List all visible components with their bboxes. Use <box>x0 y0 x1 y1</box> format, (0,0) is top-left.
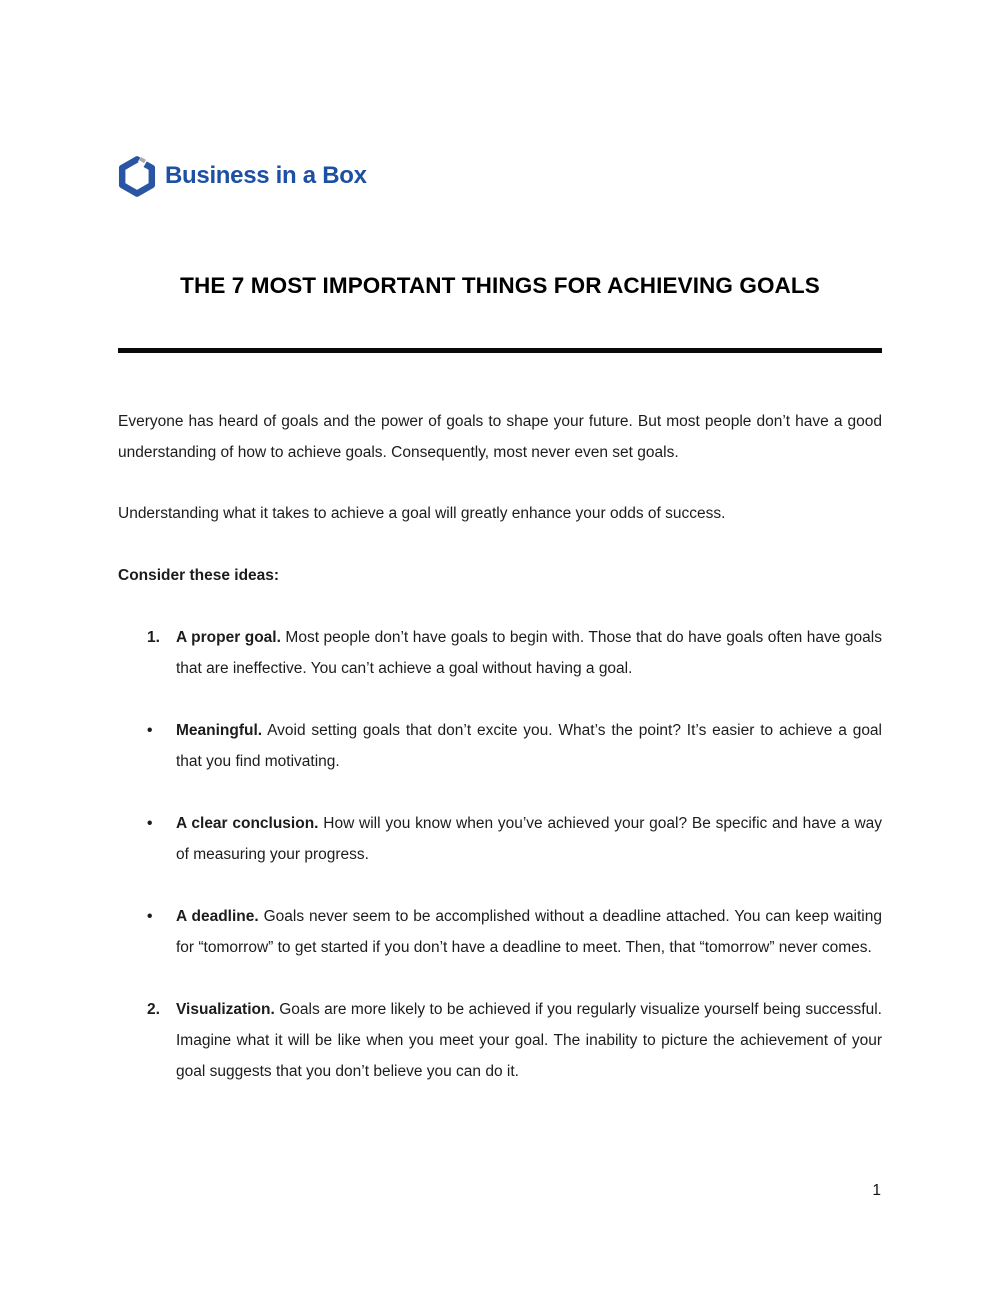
list-item <box>118 622 882 684</box>
list-item <box>118 808 882 870</box>
list-item-body: Goals never seem to be accomplished without a deadline attached. You can keep waiting for “tomorrow” to get started if you don’t have a deadline to meet. Then, that “tomorrow” never comes. <box>176 907 882 956</box>
list-item <box>118 901 882 963</box>
list-marker: 2. <box>147 1000 160 1018</box>
intro-paragraph: Everyone has heard of goals and the power of goals to shape your future. But most people don’t have a good understanding of how to achieve goals. Consequently, most never even set goals. <box>118 412 882 461</box>
page-number: 1 <box>872 1182 881 1199</box>
list-item-body: Goals are more likely to be achieved if you regularly visualize yourself being successful. Imagine what it will be like when you meet your goal. The inability to picture the achievement of your goal suggests that you don’t believe you can do it. <box>176 1000 882 1080</box>
list-marker: 1. <box>147 628 160 646</box>
title-divider <box>118 348 882 353</box>
intro-paragraph: Understanding what it takes to achieve a goal will greatly enhance your odds of success. <box>118 504 726 522</box>
logo-wordmark: Business in a Box <box>165 162 367 189</box>
list-item <box>118 715 882 777</box>
list-marker: • <box>147 814 153 832</box>
list-item-body: Avoid setting goals that don’t excite you. What’s the point? It’s easier to achieve a goal that you find motivating. <box>176 721 882 770</box>
page-title: THE 7 MOST IMPORTANT THINGS FOR ACHIEVING GOALS <box>180 273 820 298</box>
document-body <box>118 406 882 1087</box>
list-item <box>118 994 882 1087</box>
list-item-lead: Visualization. <box>176 1000 275 1018</box>
ideas-list <box>118 622 882 1087</box>
list-item-lead: A proper goal. <box>176 628 281 646</box>
list-item-lead: A clear conclusion. <box>176 814 319 832</box>
hexagon-box-icon <box>118 156 156 197</box>
list-marker: • <box>147 721 153 739</box>
business-in-a-box-logo <box>118 155 882 197</box>
list-item-body: How will you know when you’ve achieved your goal? Be specific and have a way of measuring your progress. <box>176 814 883 863</box>
list-marker: • <box>147 907 153 925</box>
list-item-body: Most people don’t have goals to begin with. Those that do have goals often have goals that are ineffective. You can’t achieve a goal without having a goal. <box>176 628 882 677</box>
section-heading: Consider these ideas: <box>118 566 280 584</box>
list-item-lead: Meaningful. <box>176 721 263 739</box>
list-item-lead: A deadline. <box>176 907 259 925</box>
